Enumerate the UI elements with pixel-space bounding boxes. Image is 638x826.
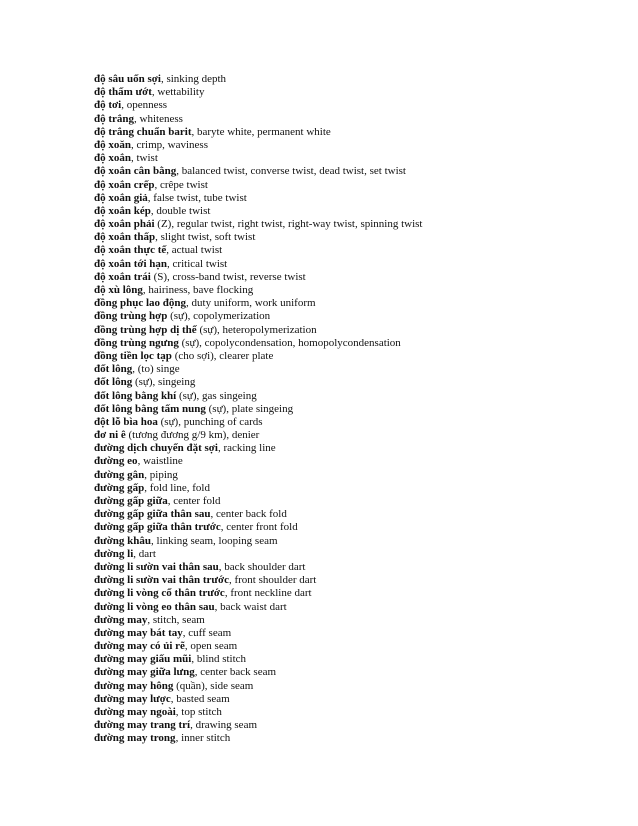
glossary-entry <box>94 126 614 139</box>
entry-definition: , blind stitch <box>191 653 247 666</box>
entry-definition: , center front fold <box>220 521 298 534</box>
glossary-entry <box>94 376 614 389</box>
entry-term: đồng trùng hợp dị thể <box>94 323 197 336</box>
glossary-entry <box>94 324 614 337</box>
glossary-entry <box>94 192 614 205</box>
entry-definition: , double twist <box>150 204 211 217</box>
entry-term: độ xoăn <box>94 138 131 151</box>
entry-term: độ thấm ướt <box>94 86 152 99</box>
entry-term: độ tơi <box>94 99 122 112</box>
entry-term: đột lỗ bìa hoa <box>94 415 158 428</box>
glossary-entry <box>94 403 614 416</box>
entry-definition: , false twist, tube twist <box>147 191 247 204</box>
entry-term: độ xoắn kép <box>94 204 151 217</box>
entry-definition: (sự), copolymerization <box>167 310 271 323</box>
entry-term: đường gấp giữa thân trước <box>94 521 221 534</box>
entry-term: độ xoắn trái <box>94 270 151 283</box>
entry-definition: , back waist dart <box>214 600 287 613</box>
entry-definition: , hairiness, bave flocking <box>142 284 254 296</box>
entry-definition: , open seam <box>184 640 238 653</box>
entry-term: đốt lông <box>94 376 133 389</box>
entry-definition: , wettability <box>151 86 205 99</box>
entry-term: độ trắng chuẩn barit <box>94 125 192 138</box>
glossary-entry <box>94 455 614 468</box>
entry-definition: , whiteness <box>134 112 183 125</box>
entry-term: đường li vòng eo thân sau <box>94 600 215 613</box>
entry-definition: , piping <box>144 468 178 481</box>
entry-term: độ xoắn crếp <box>94 178 155 191</box>
glossary-entry <box>94 152 614 165</box>
glossary-entry <box>94 244 614 257</box>
glossary-entry <box>94 284 614 297</box>
entry-term: độ xoắn thấp <box>94 231 156 244</box>
glossary-entry <box>94 113 614 126</box>
entry-term: đường li <box>94 547 134 560</box>
glossary-entry <box>94 653 614 666</box>
entry-definition: , openness <box>121 99 168 112</box>
entry-term: đường may ngoài <box>94 706 176 718</box>
entry-term: đường may giấu mũi <box>94 653 192 666</box>
glossary-entry <box>94 139 614 152</box>
glossary-entry <box>94 271 614 284</box>
glossary-entry <box>94 495 614 508</box>
entry-term: đốt lông bằng tấm nung <box>94 402 206 415</box>
entry-definition: , center fold <box>167 495 221 507</box>
glossary-entry <box>94 521 614 534</box>
glossary-entry <box>94 310 614 323</box>
entry-term: đường li sườn vai thân trước <box>94 574 229 587</box>
glossary-entry <box>94 99 614 112</box>
glossary-entry <box>94 535 614 548</box>
glossary-entry <box>94 561 614 574</box>
entry-term: độ xoắn giả <box>94 191 148 204</box>
entry-definition: , drawing seam <box>190 719 258 732</box>
entry-definition: , front shoulder dart <box>228 574 317 587</box>
glossary-entry <box>94 614 614 627</box>
entry-term: độ xoắn thực tế <box>94 244 167 257</box>
entry-term: độ xoắn tới hạn <box>94 257 168 270</box>
entry-term: đường eo <box>94 455 138 468</box>
entry-definition: , slight twist, soft twist <box>155 231 256 244</box>
glossary-entry <box>94 363 614 376</box>
glossary-entry <box>94 258 614 271</box>
glossary-entry <box>94 548 614 561</box>
entry-term: đường gân <box>94 468 145 481</box>
entry-term: đốt lông bằng khí <box>94 389 177 402</box>
entry-definition: (sự), copolycondensation, homopolycondensation <box>178 336 401 349</box>
entry-definition: , baryte white, permanent white <box>191 125 331 138</box>
entry-term: đường khâu <box>94 534 152 547</box>
entry-term: đường gấp giữa <box>94 495 168 507</box>
entry-term: đường li vòng cổ thân trước <box>94 587 225 600</box>
entry-definition: , crêpe twist <box>154 178 208 191</box>
entry-term: độ sâu uốn sợi <box>94 73 161 85</box>
entry-definition: , cuff seam <box>182 626 232 639</box>
entry-term: đồng trùng ngưng <box>94 336 179 349</box>
glossary-entry <box>94 442 614 455</box>
glossary-entry <box>94 706 614 719</box>
glossary-page <box>94 73 614 746</box>
entry-definition: (sự), singeing <box>132 376 196 389</box>
entry-definition: (sự), punching of cards <box>157 415 263 428</box>
glossary-entry <box>94 73 614 86</box>
entry-definition: , front neckline dart <box>224 587 312 600</box>
entry-term: đường may trang trí <box>94 719 191 732</box>
glossary-entry <box>94 337 614 350</box>
entry-term: đốt lông <box>94 363 133 376</box>
glossary-entry <box>94 86 614 99</box>
entry-definition: , center back seam <box>194 666 277 679</box>
entry-term: đường may có ủi rẽ <box>94 640 185 653</box>
entry-definition: (S), cross-band twist, reverse twist <box>150 270 306 283</box>
entry-definition: , inner stitch <box>175 732 231 745</box>
entry-definition: (sự), heteropolymerization <box>196 323 317 336</box>
glossary-entry <box>94 587 614 600</box>
glossary-entry <box>94 640 614 653</box>
entry-definition: (sự), plate singeing <box>205 402 294 415</box>
entry-definition: , balanced twist, converse twist, dead twist, set twist <box>176 165 406 178</box>
entry-definition: , sinking depth <box>160 73 227 85</box>
entry-definition: (Z), regular twist, right twist, right-way twist, spinning twist <box>154 218 423 231</box>
entry-definition: , twist <box>131 152 158 165</box>
glossary-entry <box>94 416 614 429</box>
entry-term: đường gấp giữa thân sau <box>94 508 211 521</box>
entry-definition: , crimp, waviness <box>131 138 208 151</box>
glossary-entry <box>94 350 614 363</box>
glossary-entry <box>94 693 614 706</box>
entry-definition: , dart <box>133 547 156 560</box>
glossary-entry <box>94 627 614 640</box>
entry-term: độ xoắn cân bằng <box>94 165 177 178</box>
entry-term: độ xoắn <box>94 152 131 165</box>
entry-definition: , stitch, seam <box>147 613 205 626</box>
entry-definition: (tương đương g/9 km), denier <box>125 429 260 442</box>
entry-definition: , waistline <box>137 455 183 468</box>
entry-definition: , (to) singe <box>132 363 180 376</box>
entry-term: đường may lược <box>94 692 171 705</box>
entry-term: độ trắng <box>94 112 135 125</box>
entry-term: đồng tiền lọc tạp <box>94 349 172 362</box>
entry-definition: , top stitch <box>175 706 222 718</box>
glossary-entry <box>94 719 614 732</box>
entry-definition: (cho sợi), clearer plate <box>171 349 274 362</box>
entry-term: độ xoắn phải <box>94 218 155 231</box>
entry-definition: , racking line <box>217 442 276 455</box>
glossary-entry <box>94 297 614 310</box>
glossary-entry <box>94 179 614 192</box>
entry-definition: (sự), gas singeing <box>176 389 257 402</box>
glossary-entry <box>94 732 614 745</box>
entry-term: đường gấp <box>94 481 145 494</box>
entry-definition: , duty uniform, work uniform <box>186 297 316 310</box>
glossary-entry <box>94 680 614 693</box>
glossary-entry <box>94 218 614 231</box>
entry-term: đường li sườn vai thân sau <box>94 560 219 573</box>
entry-definition: , critical twist <box>167 257 228 270</box>
glossary-entry <box>94 469 614 482</box>
entry-definition: , linking seam, looping seam <box>151 534 278 547</box>
entry-definition: , fold line, fold <box>144 481 210 494</box>
glossary-entry <box>94 165 614 178</box>
entry-term: đường may <box>94 613 148 626</box>
glossary-entry <box>94 205 614 218</box>
glossary-entry <box>94 666 614 679</box>
entry-term: đồng phục lao động <box>94 297 187 310</box>
entry-definition: , back shoulder dart <box>218 560 306 573</box>
glossary-entry <box>94 482 614 495</box>
entry-term: đường may bát tay <box>94 626 183 639</box>
glossary-entry <box>94 390 614 403</box>
entry-term: đường may trong <box>94 732 176 745</box>
entry-term: đồng trùng hợp <box>94 310 168 323</box>
entry-term: độ xù lông <box>94 284 143 296</box>
glossary-entry <box>94 574 614 587</box>
entry-definition: , basted seam <box>170 692 230 705</box>
entry-term: đường may hông <box>94 679 174 692</box>
glossary-entry <box>94 231 614 244</box>
entry-term: đơ ni ê <box>94 429 126 442</box>
entry-term: đường may giữa lưng <box>94 666 195 679</box>
glossary-entry <box>94 429 614 442</box>
entry-term: đường dịch chuyển đặt sợi <box>94 442 218 455</box>
entry-definition: , center back fold <box>210 508 287 521</box>
entry-definition: , actual twist <box>166 244 223 257</box>
entry-definition: (quần), side seam <box>173 679 254 692</box>
glossary-entry <box>94 508 614 521</box>
glossary-entry <box>94 601 614 614</box>
